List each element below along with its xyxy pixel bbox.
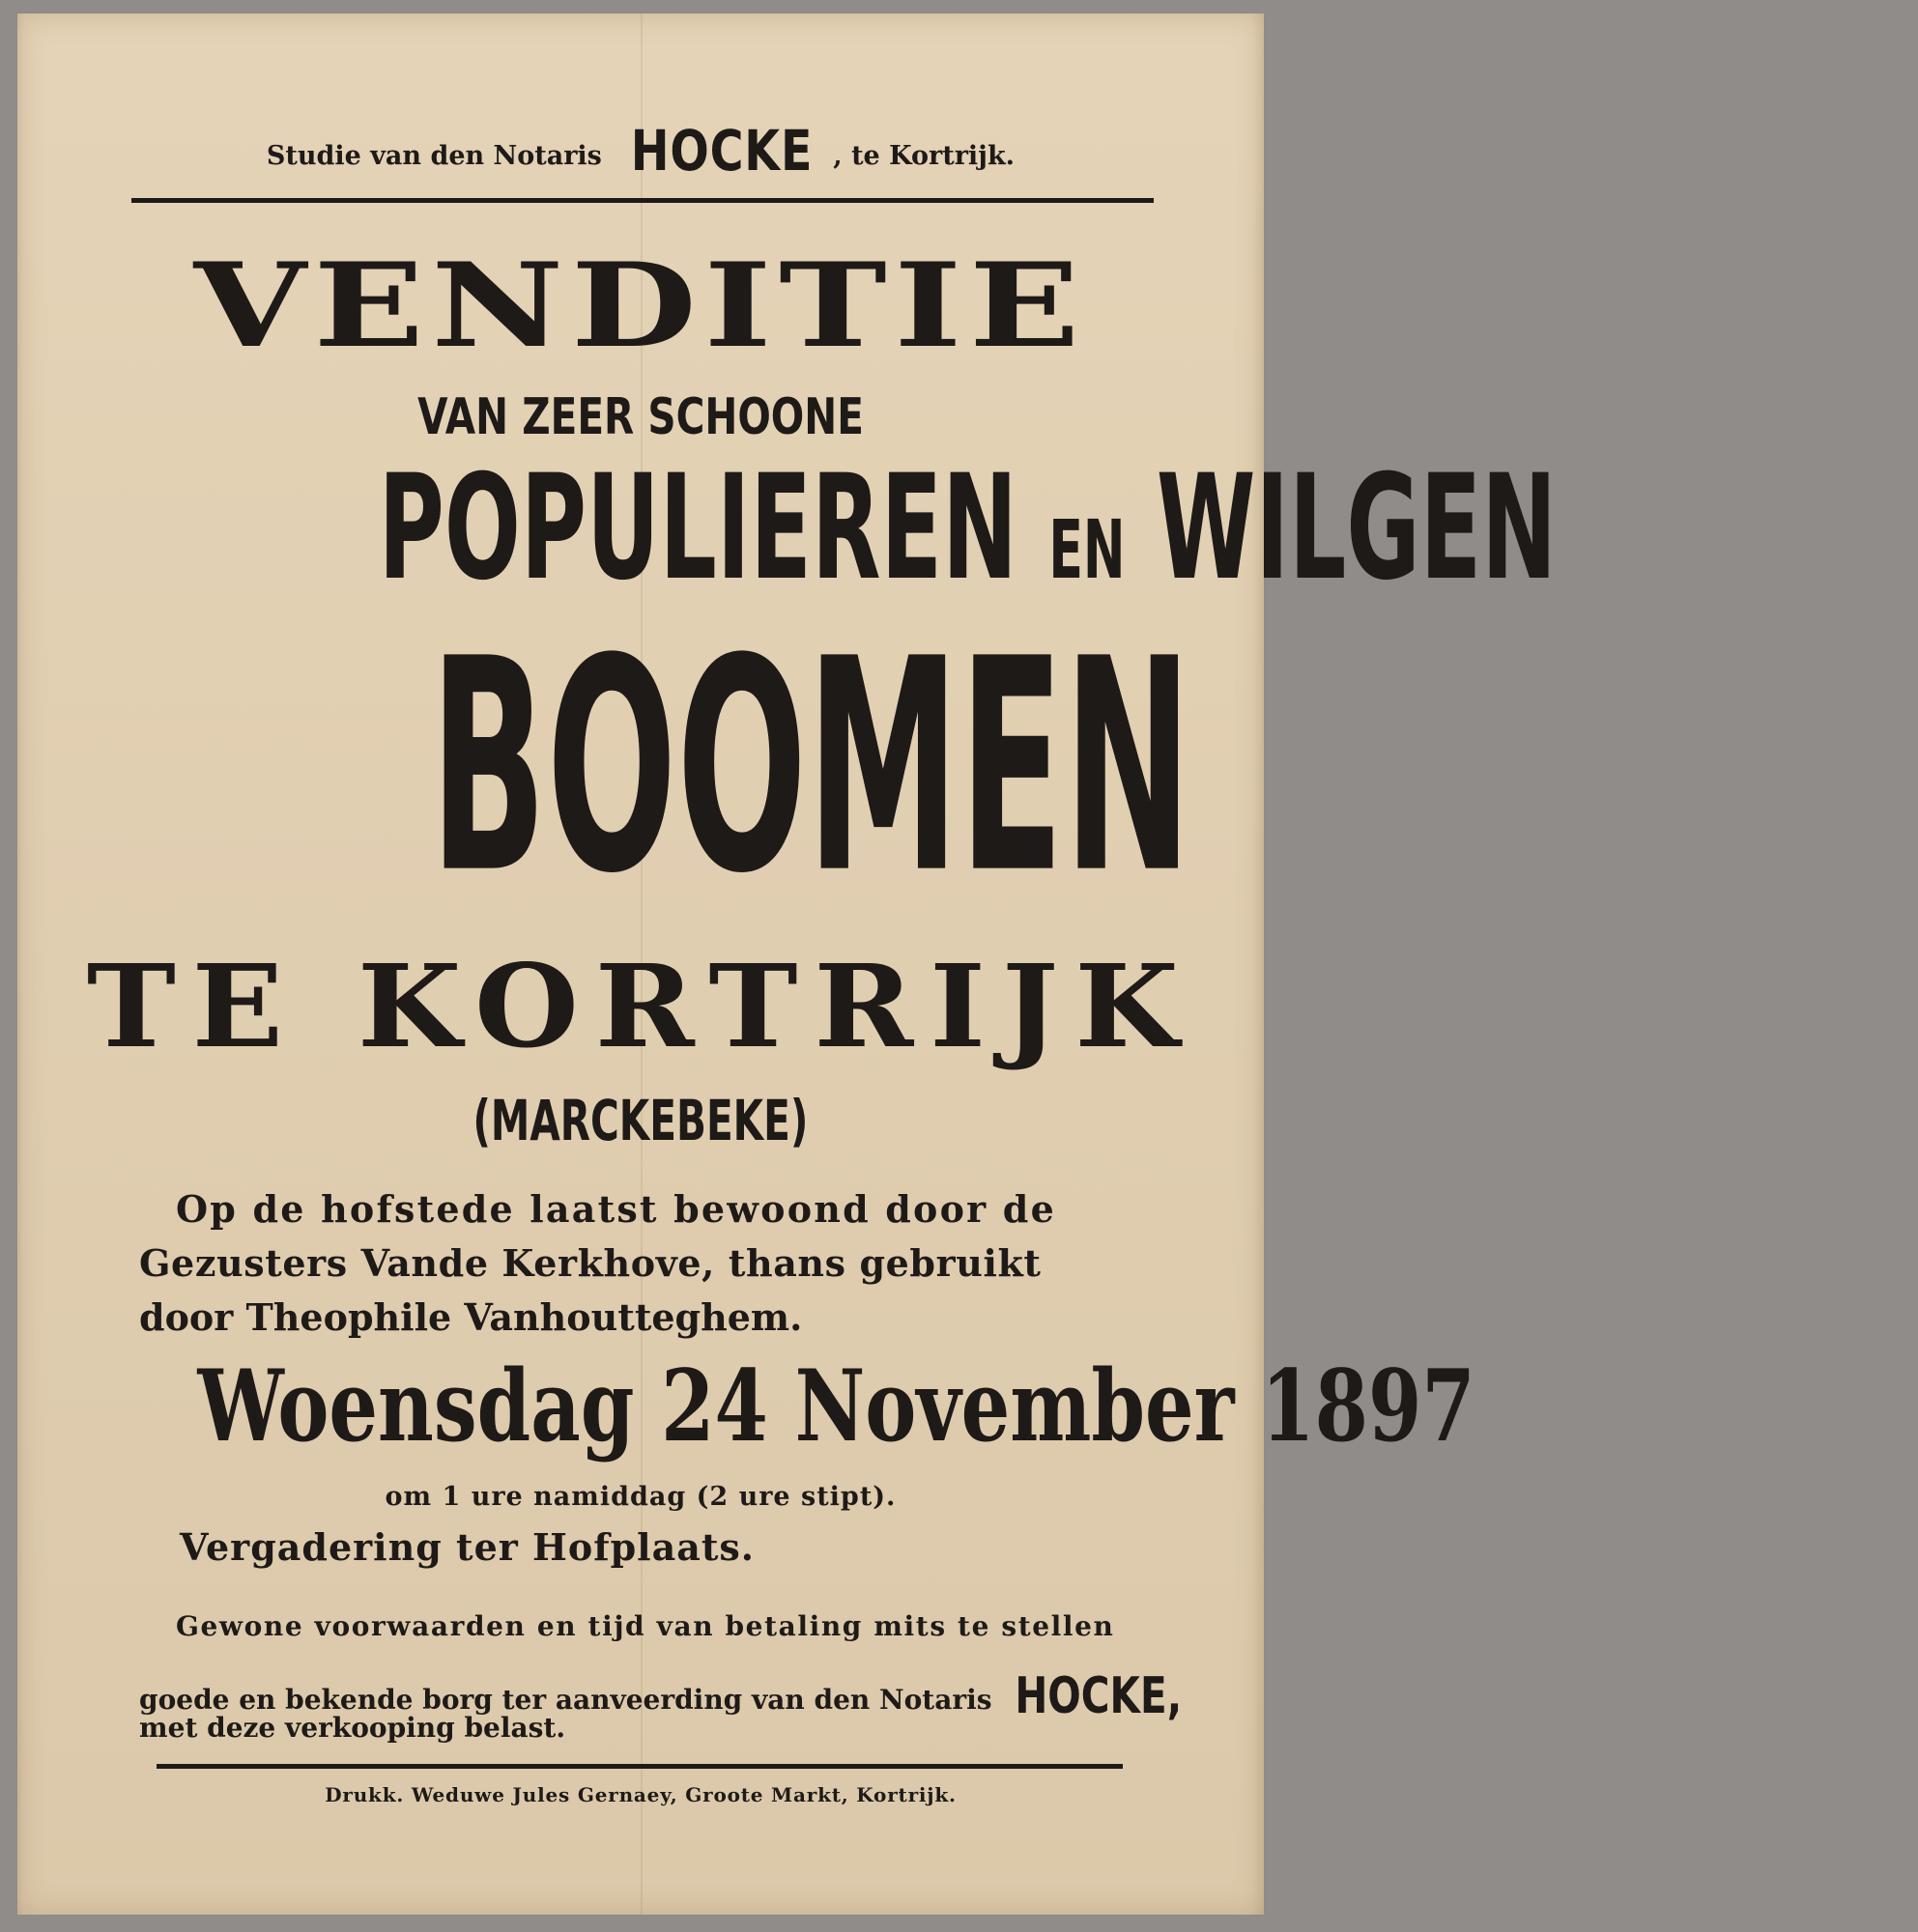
subtitle <box>17 388 1264 446</box>
trees-and: EN <box>1048 502 1126 597</box>
description-line-2: Gezusters Vande Kerkhove, thans gebruikt <box>139 1241 1042 1285</box>
notary-study-header <box>17 118 1264 184</box>
trees-poplar: POPULIEREN EN WILGEN <box>378 444 1558 612</box>
bottom-divider <box>157 1764 1123 1769</box>
notary-name: HOCKE <box>630 118 814 184</box>
venditie-text: VENDITIE <box>193 238 1088 374</box>
sale-date-text: Woensdag 24 November 1897 <box>197 1349 1475 1464</box>
district-heading <box>17 1088 1264 1153</box>
location-heading <box>17 939 1264 1073</box>
study-suffix: , te Kortrijk. <box>833 141 1016 171</box>
district-text: (MARCKEBEKE) <box>472 1088 809 1153</box>
description-line-3: door Theophile Vanhoutteghem. <box>139 1295 803 1339</box>
description-paragraph <box>139 1182 1163 1345</box>
conditions-line-1: Gewone voorwaarden en tijd van betaling mits te stellen <box>176 1610 1115 1642</box>
conditions-notary-name: HOCKE, <box>1015 1667 1183 1725</box>
description-line-1: Op de hofstede laatst bewoond door de <box>176 1187 1056 1231</box>
printer-imprint: Drukk. Weduwe Jules Gernaey, Groote Markt, Kortrijk. <box>325 1783 957 1806</box>
sale-time: om 1 ure namiddag (2 ure stipt). <box>385 1482 897 1512</box>
conditions-line-2-text: goede en bekende borg ter aanveerding van den Notaris <box>139 1684 992 1716</box>
subtitle-text: VAN ZEER SCHOONE <box>417 388 864 446</box>
conditions-line-3: met deze verkooping belast. <box>139 1712 566 1744</box>
sale-date <box>17 1349 1475 1464</box>
meeting-place: Vergadering ter Hofplaats. <box>180 1525 756 1569</box>
boomen-text: BOOMEN <box>430 596 1192 938</box>
top-divider <box>131 198 1154 203</box>
study-prefix: Studie van den Notaris <box>266 141 602 171</box>
trees-willow: WILGEN <box>1156 444 1558 612</box>
boomen-heading <box>17 596 1264 939</box>
poster-sheet <box>17 14 1558 1915</box>
sale-heading <box>17 238 1264 374</box>
location-text: TE KORTRIJK <box>86 939 1195 1073</box>
tree-types <box>17 444 1558 612</box>
